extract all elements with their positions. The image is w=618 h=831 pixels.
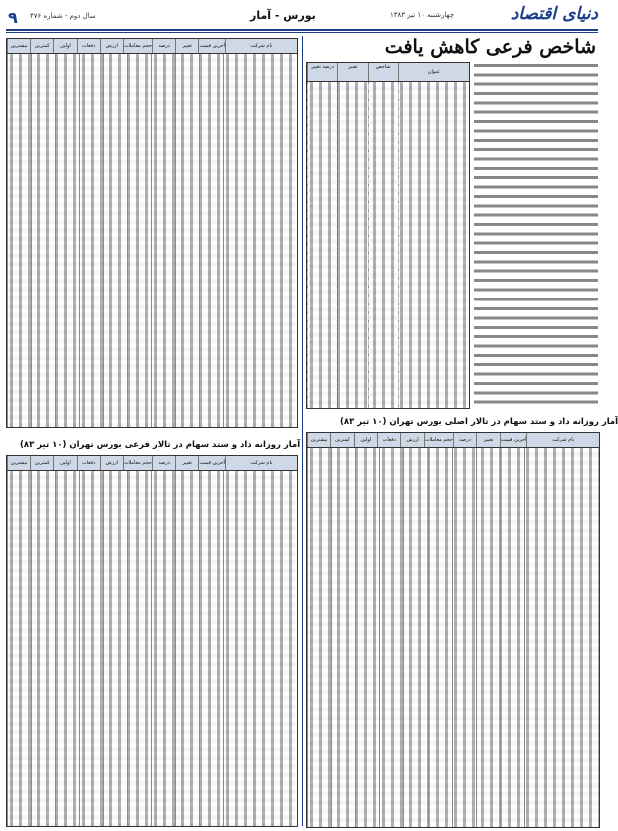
col-index: شاخص [368, 63, 398, 81]
col-first: اولین [53, 456, 76, 470]
page-number: ۹ [8, 8, 18, 27]
secondary-hall-table [6, 455, 298, 827]
col-percent: درصد [152, 39, 175, 53]
table-grid [7, 471, 297, 826]
col-first: اولین [53, 39, 76, 53]
col-low: کمترین [30, 456, 53, 470]
table-header [7, 456, 297, 471]
main-hall-table-continued [6, 38, 298, 428]
masthead [0, 0, 604, 30]
index-table [306, 62, 470, 409]
table-header [7, 39, 297, 54]
column-divider [302, 36, 303, 826]
col-high: بیشترین [307, 433, 330, 447]
col-change: تغییر [337, 63, 367, 81]
index-table-values [307, 82, 469, 408]
col-volume: حجم معاملات [123, 39, 152, 53]
newspaper-logo: دنیای اقتصاد [510, 4, 598, 24]
table-grid [307, 448, 599, 827]
col-value: ارزش [100, 456, 123, 470]
col-value: ارزش [100, 39, 123, 53]
col-volume: حجم معاملات [424, 433, 453, 447]
main-hall-caption: آمار روزانه داد و ستد سهام در تالار اصلی بورس تهران (۱۰ تیر ۸۳) [340, 417, 618, 427]
col-count: دفعات [77, 456, 100, 470]
main-hall-table [306, 432, 600, 828]
col-change: تغییر [175, 456, 198, 470]
issue-number: سال دوم - شماره ۴۷۶ [30, 12, 96, 20]
col-last-price: آخرین قیمت [198, 456, 225, 470]
col-percent-change: درصد تغییر [307, 63, 337, 81]
masthead-rule-thin [6, 32, 598, 33]
table-header [307, 433, 599, 448]
col-last-price: آخرین قیمت [198, 39, 225, 53]
col-volume: حجم معاملات [123, 456, 152, 470]
col-company: نام شرکت [225, 39, 297, 53]
col-low: کمترین [330, 433, 353, 447]
col-title: عنوان [398, 63, 469, 81]
col-last-price: آخرین قیمت [500, 433, 527, 447]
col-count: دفعات [77, 39, 100, 53]
col-high: بیشترین [7, 39, 30, 53]
col-count: دفعات [377, 433, 400, 447]
dateline: چهارشنبه ۱۰ تیر ۱۳۸۳ [390, 11, 455, 19]
col-first: اولین [354, 433, 377, 447]
index-table-header [307, 63, 469, 82]
col-percent: درصد [152, 456, 175, 470]
col-company: نام شرکت [225, 456, 297, 470]
col-percent: درصد [453, 433, 476, 447]
col-change: تغییر [175, 39, 198, 53]
col-value: ارزش [400, 433, 423, 447]
col-low: کمترین [30, 39, 53, 53]
headline: شاخص فرعی کاهش یافت [384, 36, 596, 58]
secondary-hall-caption: آمار روزانه داد و ستد سهام در تالار فرعی بورس تهران (۱۰ تیر ۸۳) [20, 440, 301, 450]
col-company: نام شرکت [526, 433, 599, 447]
article-body [474, 62, 598, 410]
col-high: بیشترین [7, 456, 30, 470]
section-title: بورس - آمار [250, 9, 316, 22]
col-change: تغییر [476, 433, 499, 447]
table-grid [7, 54, 297, 427]
masthead-rule [6, 29, 598, 31]
